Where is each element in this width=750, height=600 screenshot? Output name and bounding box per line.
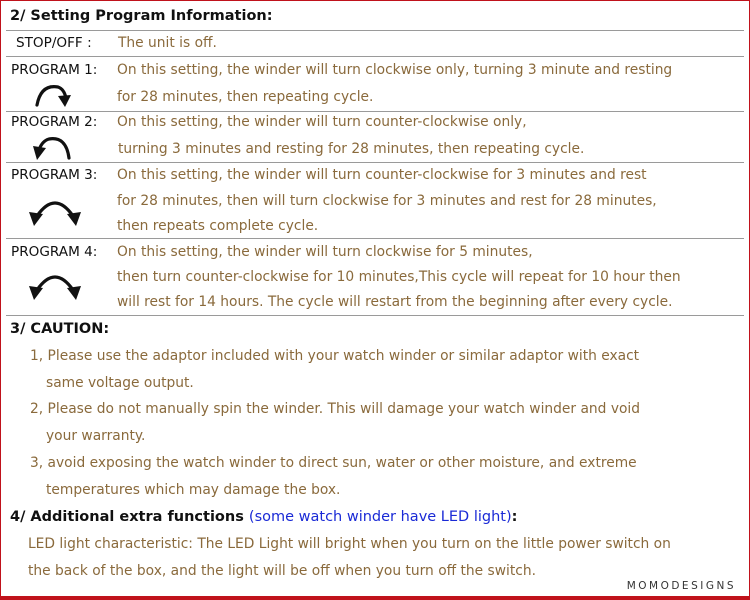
bidirectional-arrow-icon [27,192,83,228]
divider [6,162,744,163]
program-3-label: PROGRAM 3: [11,167,98,183]
program-2-line-1: On this setting, the winder will turn counter-clockwise only, [117,114,527,130]
section-3-title: 3/ CAUTION: [10,321,110,337]
caution-1-line-2: same voltage output. [46,375,194,391]
program-1-label: PROGRAM 1: [11,62,98,78]
program-1-line-2: for 28 minutes, then repeating cycle. [117,89,374,105]
counter-clockwise-arrow-icon [30,130,74,162]
program-1-line-1: On this setting, the winder will turn clockwise only, turning 3 minute and resting [117,62,673,78]
stop-off-text: The unit is off. [118,35,217,51]
section-4-title [10,509,517,525]
section-2-title: 2/ Setting Program Information: [10,8,273,24]
program-4-line-2: then turn counter-clockwise for 10 minutes,This cycle will repeat for 10 hour then [117,269,681,285]
program-3-line-3: then repeats complete cycle. [117,218,319,234]
caution-2-line-1: 2, Please do not manually spin the winder. This will damage your watch winder and void [30,401,641,417]
section-4-colon: : [511,509,518,525]
caution-2-line-2: your warranty. [46,428,146,444]
stop-off-label: STOP/OFF : [16,35,92,51]
program-2-label: PROGRAM 2: [11,114,98,130]
divider [6,238,744,239]
clockwise-arrow-icon [32,78,72,108]
bottom-border [0,596,750,600]
program-4-line-3: will rest for 14 hours. The cycle will restart from the beginning after every cycle. [117,294,673,310]
program-3-line-1: On this setting, the winder will turn counter-clockwise for 3 minutes and rest [117,167,647,183]
section-4-note: (some watch winder have LED light) [248,509,512,525]
program-4-line-1: On this setting, the winder will turn clockwise for 5 minutes, [117,244,533,260]
led-line-2: the back of the box, and the light will be off when you turn off the switch. [28,563,536,579]
divider [6,56,744,57]
bidirectional-arrow-icon [27,266,83,302]
caution-3-line-2: temperatures which may damage the box. [46,482,341,498]
brand-watermark: MOMODESIGNS [626,580,736,592]
program-4-label: PROGRAM 4: [11,244,98,260]
divider [6,30,744,31]
program-2-line-2: turning 3 minutes and resting for 28 minutes, then repeating cycle. [118,141,585,157]
program-3-line-2: for 28 minutes, then will turn clockwise for 3 minutes and rest for 28 minutes, [117,193,657,209]
section-4-title-text: 4/ Additional extra functions [10,509,244,525]
divider [6,111,744,112]
caution-1-line-1: 1, Please use the adaptor included with your watch winder or similar adaptor with exact [30,348,640,364]
caution-3-line-1: 3, avoid exposing the watch winder to direct sun, water or other moisture, and extreme [30,455,637,471]
led-line-1: LED light characteristic: The LED Light will bright when you turn on the little power switch on [28,536,671,552]
divider [6,315,744,316]
